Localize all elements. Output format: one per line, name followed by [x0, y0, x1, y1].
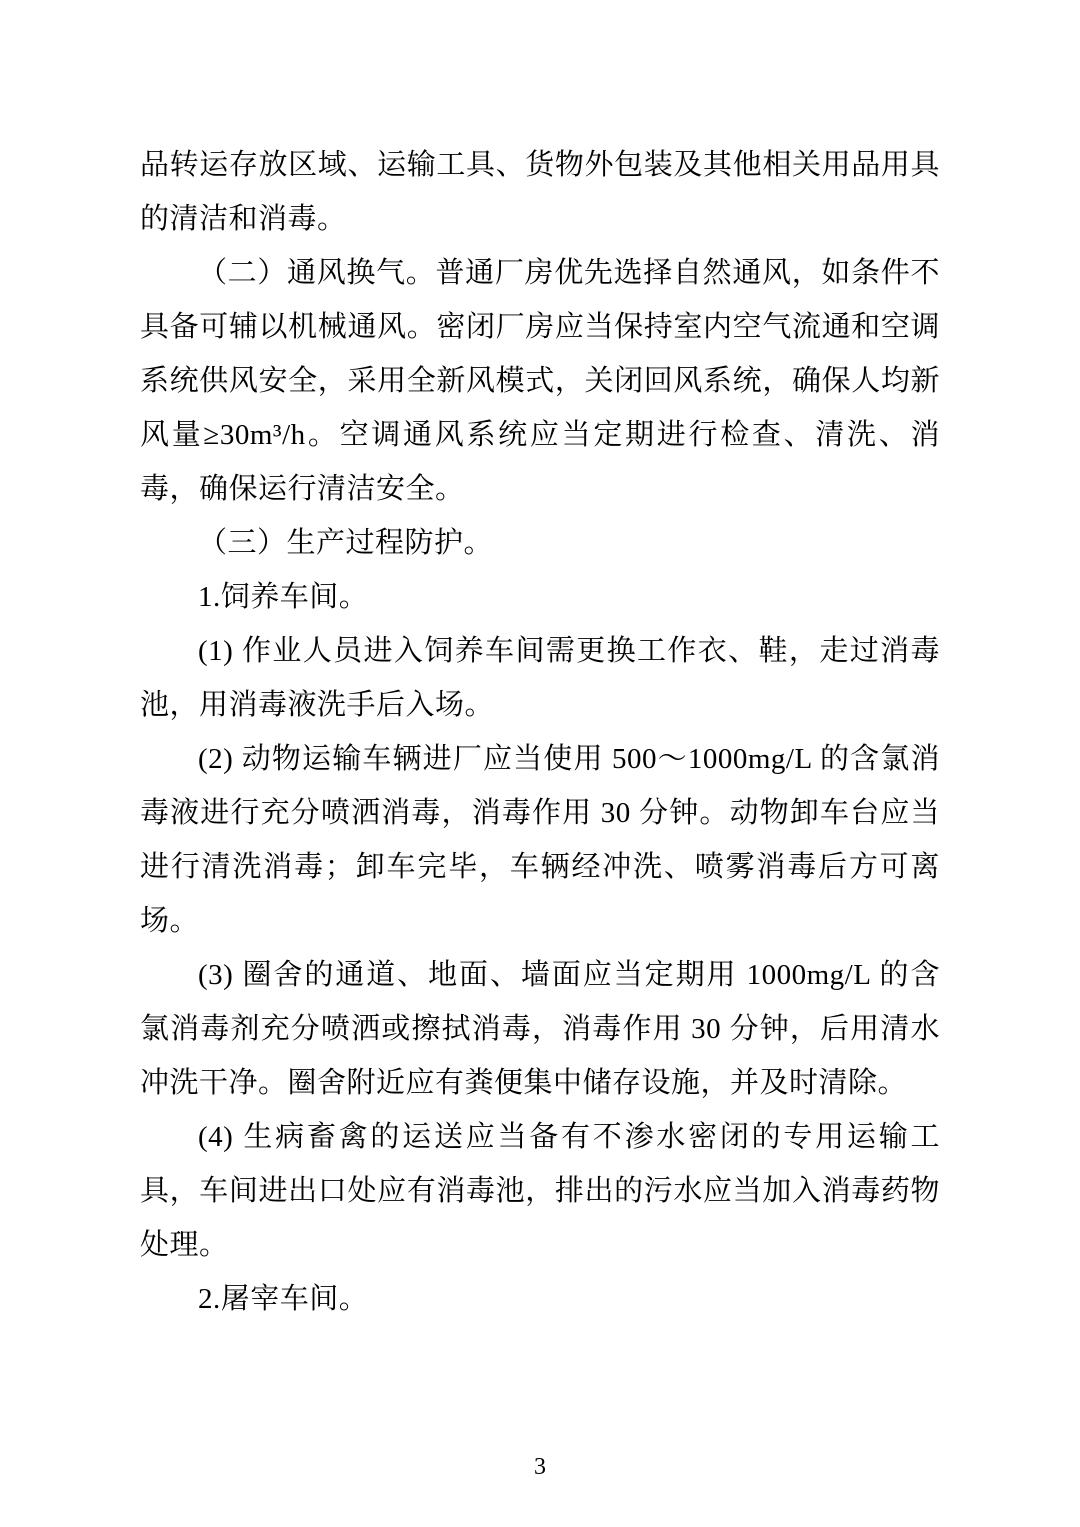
paragraph-section-2-ventilation: （二）通风换气。普通厂房优先选择自然通风，如条件不具备可辅以机械通风。密闭厂房应当保持室内空气流通和空调系统供风安全，采用全新风模式，关闭回风系统，确保人均新风量≥30m³/h。空调通风系统应当定期进行检查、清洗、消毒，确保运行清洁安全。 — [140, 257, 940, 505]
paragraph-item-2-slaughter-workshop: 2.屠宰车间。 — [198, 1283, 369, 1315]
paragraph-subitem-4: (4) 生病畜禽的运送应当备有不渗水密闭的专用运输工具，车间进出口处应有消毒池，排出的污水应当加入消毒药物处理。 — [140, 1121, 940, 1261]
paragraph-subitem-3: (3) 圈舍的通道、地面、墙面应当定期用 1000mg/L 的含氯消毒剂充分喷洒或擦拭消毒，消毒作用 30 分钟，后用清水冲洗干净。圈舍附近应有粪便集中储存设施，并及时清除。 — [140, 959, 940, 1099]
paragraph-item-1-breeding-workshop: 1.饲养车间。 — [198, 581, 369, 613]
paragraph-subitem-1: (1) 作业人员进入饲养车间需更换工作衣、鞋，走过消毒池，用消毒液洗手后入场。 — [140, 635, 940, 721]
page-number: 3 — [534, 1454, 546, 1480]
paragraph-continuation: 品转运存放区域、运输工具、货物外包装及其他相关用品用具的清洁和消毒。 — [140, 149, 940, 235]
document-body — [140, 138, 940, 1326]
paragraph-subitem-2: (2) 动物运输车辆进厂应当使用 500～1000mg/L 的含氯消毒液进行充分喷洒消毒，消毒作用 30 分钟。动物卸车台应当进行清洗消毒；卸车完毕，车辆经冲洗、喷雾消毒后方可离场。 — [140, 743, 940, 937]
paragraph-section-3-heading: （三）生产过程防护。 — [198, 527, 494, 559]
